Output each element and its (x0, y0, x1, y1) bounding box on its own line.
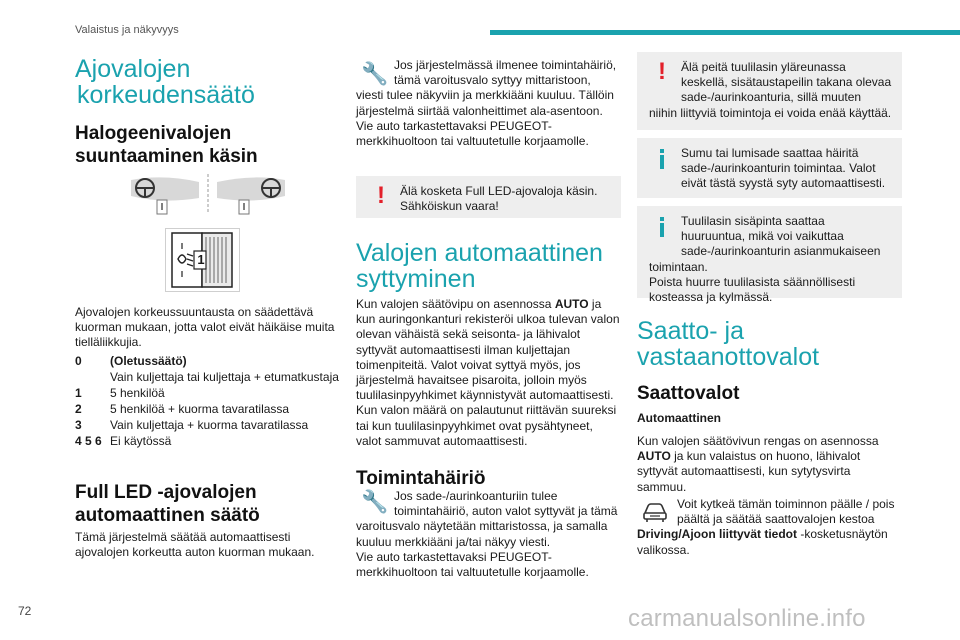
wrench-warning-icon: 🔧 (361, 61, 389, 86)
section-title-headlamp-adjust: Ajovalojen korkeudensäätö (75, 55, 255, 109)
page-number: 72 (18, 604, 32, 618)
headlamp-beam-figure (123, 172, 293, 216)
heading-automatic: Automaattinen (637, 411, 721, 425)
intro-text: Ajovalojen korkeussuuntausta on säädettävä kuorman mukaan, jotta valot eivät häikäise muita tielläliikkujia. (75, 305, 335, 350)
running-header: Valaistus ja näkyvyys (75, 24, 179, 36)
exclamation-icon: ! (658, 58, 666, 85)
saatto-text: Kun valojen säätövivun rengas on asennossa AUTO ja kun valaistus on huono, lähivalot syttyvät automaattisesti, kun sytytysvirta sammuu. (637, 434, 879, 494)
info-icon (649, 214, 675, 246)
heading-saattovalot: Saattovalot (637, 383, 740, 404)
warning-box-sensor: ! Älä peitä tuulilasin yläreunassa keskellä, sisätaustapeilin takana olevaa sade-/aurinkoanturia, sillä muuten niihin liittyviä toimintoja ei voida enää käyttää. (637, 52, 902, 130)
info-box-condensation: Tuulilasin sisäpinta saattaa huuruuntua, mikä voi vaikuttaa sade-/aurinkoanturin asianmukaiseen toimintaan. Poista huurre tuulilasista säännöllisesti kosteassa ja kylmässä. (637, 206, 902, 298)
fault-text-2: Jos sade-/aurinkoanturiin tulee toimintahäiriö, auton valot syttyvät ja tämä varoitusvalo näytetään mittaristossa, ja samalla kuuluu merkkiääni ja/tai näkyy viesti. Vie auto tarkastettavaksi PEUGEOT-merkkihuoltoon tai valtuutetulle korjaamolle. (356, 489, 618, 580)
list-item: 2 5 henkilöä + kuorma tavaratilassa (75, 402, 290, 416)
auto-lights-text: Kun valojen säätövipu on asennossa AUTO ja kun auringonkanturi rekisteröi ulkoa tulevan valon olevan vähäistä sekä seisonta- ja lähivalot syttyvät automaattisesti ilman kuljettajan toimenpiteitä. Valot voivat syttyä myös, jos järjestelmä havaitsee pisaroita, jolloin myös tuulilasinpyyhkimet käynnistyvät automaattisesti. Kun valon määrä on palautunut riittävän suureksi tai kun tuulilasinpyyhkimet ovat pysähtyneet, valot sammuvat automaattisesti. (356, 297, 620, 448)
list-item: 3 Vain kuljettaja + kuorma tavaratilassa (75, 418, 309, 432)
warning-box-led: ! Älä kosketa Full LED-ajovaloja käsin. Sähköiskun vaara! (356, 176, 621, 218)
dial-number: 1 (197, 252, 205, 267)
section-title-auto-lights: Valojen automaattinen syttyminen (356, 239, 603, 293)
header-rule (490, 30, 960, 35)
section-title-guide-me-home: Saatto- ja vastaanottovalot (637, 317, 820, 371)
list-item: 1 5 henkilöä (75, 386, 165, 400)
heading-full-led: Full LED -ajovalojen automaattinen säätö (75, 482, 260, 526)
watermark: carmanualsonline.info (628, 605, 866, 632)
list-item: 0 (Oletussäätö) Vain kuljettaja tai kuljettaja + etumatkustaja (75, 354, 339, 384)
info-icon (649, 146, 675, 178)
led-text: Tämä järjestelmä säätää automaattisesti ajovalojen korkeutta auton kuorman mukaan. (75, 530, 315, 560)
fault-text-1: Jos järjestelmässä ilmenee toimintahäiriö, tämä varoitusvalo syttyy mittaristoon, viesti tulee näkyviin ja merkkiääni kuuluu. Tällöin järjestelmä siirtää valonheittimet ala-asentoon. Vie auto tarkastettavaksi PEUGEOT-merkkihuoltoon tai valtuutetulle korjaamolle. (356, 58, 617, 149)
exclamation-icon: ! (377, 182, 385, 209)
car-settings-text: Voit kytkeä tämän toiminnon päälle / pois päältä ja säätää saattovalojen kestoa Driving/Ajoon liittyvät tiedot -kosketusnäytön valikossa. (637, 497, 895, 557)
headlamp-dial-figure (165, 228, 240, 292)
settings-list (75, 353, 340, 449)
heading-halogen: Halogeenivalojen suuntaaminen käsin (75, 123, 258, 167)
heading-fault: Toimintahäiriö (356, 468, 486, 489)
info-box-fog: Sumu tai lumisade saattaa häiritä sade-/aurinkoanturin toimintaa. Valot eivät tästä syystä syty automaattisesti. (637, 138, 902, 198)
wrench-warning-icon: 🔧 (361, 489, 389, 514)
list-item: 4 5 6 Ei käytössä (75, 434, 172, 448)
